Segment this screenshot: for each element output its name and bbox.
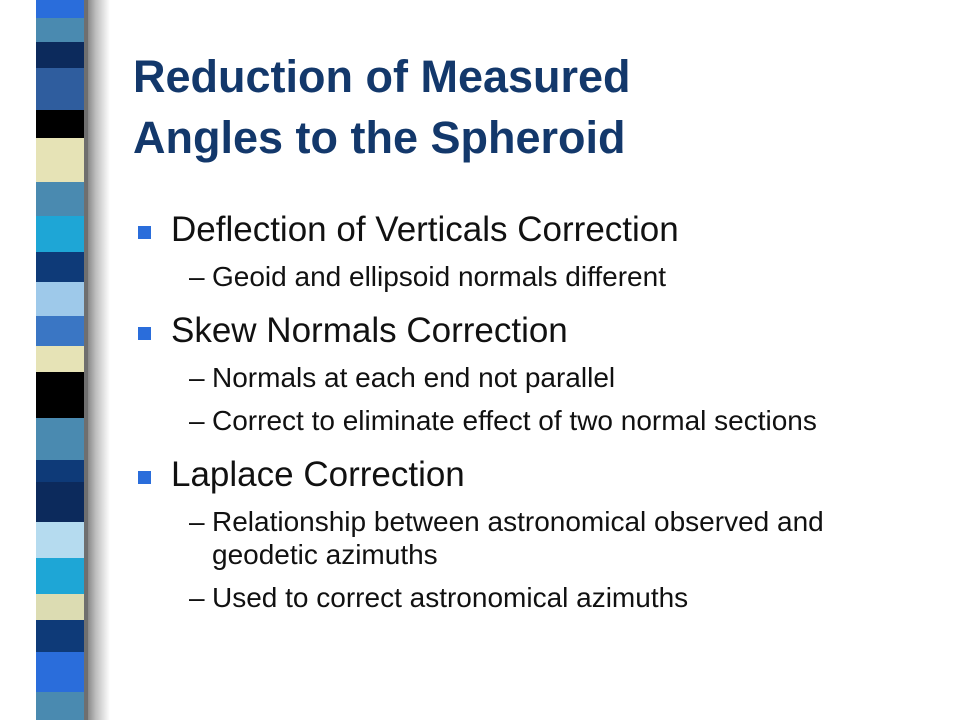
stripe-block (36, 282, 88, 316)
stripe-block (36, 0, 88, 18)
stripe-block (36, 42, 88, 68)
stripe-block (36, 68, 88, 110)
stripe-block (36, 620, 88, 652)
sub-bullet-label: Used to correct astronomical azimuths (212, 582, 689, 613)
sub-bullet-item (156, 404, 923, 437)
stripe-block (36, 418, 88, 460)
decorative-stripe (36, 0, 88, 720)
sub-bullet-item (156, 581, 923, 614)
stripe-shadow (88, 0, 110, 720)
stripe-block (36, 252, 88, 282)
stripe-block (36, 138, 88, 182)
stripe-block (36, 182, 88, 216)
sub-bullet-item (156, 505, 923, 571)
bullet-item-laplace (133, 455, 923, 495)
bullet-label: Deflection of Verticals Correction (171, 210, 679, 249)
sub-bullet-label: Geoid and ellipsoid normals different (212, 261, 666, 292)
square-bullet-icon (138, 471, 151, 484)
dash-marker: – (189, 261, 205, 292)
dash-marker: – (189, 405, 205, 436)
stripe-block (36, 482, 88, 522)
bullet-label: Laplace Correction (171, 455, 465, 494)
dash-marker: – (189, 506, 205, 537)
title-line: Reduction of Measured (133, 51, 631, 102)
bullet-label: Skew Normals Correction (171, 311, 568, 350)
bullet-item-deflection (133, 210, 923, 250)
stripe-block (36, 522, 88, 558)
stripe-block (36, 460, 88, 482)
square-bullet-icon (138, 226, 151, 239)
stripe-block (36, 594, 88, 620)
stripe-block (36, 372, 88, 418)
dash-marker: – (189, 362, 205, 393)
sub-bullet-item (156, 361, 923, 394)
square-bullet-icon (138, 327, 151, 340)
title-line: Angles to the Spheroid (133, 112, 626, 163)
bullet-list (133, 210, 923, 614)
stripe-block (36, 316, 88, 346)
slide-title (133, 46, 933, 168)
stripe-block (36, 692, 88, 720)
stripe-block (36, 558, 88, 594)
stripe-block (36, 216, 88, 252)
sub-bullet-label: Normals at each end not parallel (212, 362, 616, 393)
bullet-item-skew-normals (133, 311, 923, 351)
sub-bullet-label: Correct to eliminate effect of two normal sections (212, 405, 817, 436)
sub-bullet-label: Relationship between astronomical observed and geodetic azimuths (212, 506, 824, 570)
stripe-block (36, 652, 88, 692)
stripe-block (36, 346, 88, 372)
dash-marker: – (189, 582, 205, 613)
stripe-block (36, 18, 88, 42)
sub-bullet-item (156, 260, 923, 293)
stripe-block (36, 110, 88, 138)
